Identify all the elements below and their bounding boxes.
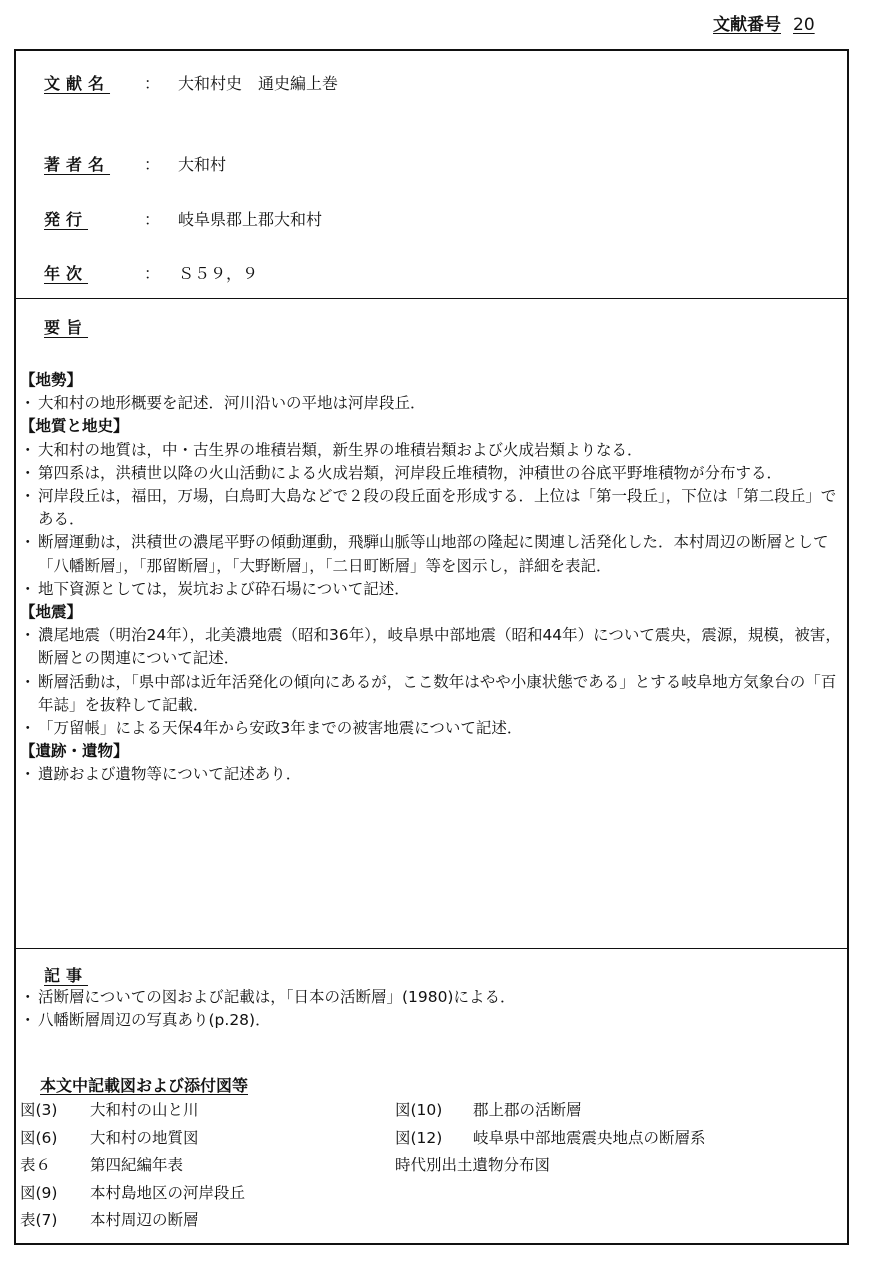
document-number-label: 文献番号 bbox=[713, 15, 781, 35]
field-publisher: 発行 ： 岐阜県郡上郡大和村 bbox=[44, 207, 322, 230]
list-item: ・ 断層運動は，洪積世の濃尾平野の傾動運動，飛騨山脈等山地部の隆起に関連し活発化した．本村周辺の断層として「八幡断層」，「那留断層」，「大野断層」，「二日町断層」等を図示し，詳細を表記． bbox=[20, 531, 843, 577]
list-item: ・ 活断層についての図および記載は，「日本の活断層」(1980)による． bbox=[20, 986, 843, 1009]
figure-item: 図(6) 大和村の地質図 bbox=[20, 1129, 199, 1147]
field-author-label: 著者名 bbox=[44, 155, 111, 174]
figure-item: 図(9) 本村島地区の河岸段丘 bbox=[20, 1184, 246, 1202]
summary-heading: 要旨 bbox=[44, 318, 89, 337]
field-author-value: 大和村 bbox=[178, 155, 227, 174]
list-item: ・ 第四系は，洪積世以降の火山活動による火成岩類，河岸段丘堆積物，沖積世の谷底平野堆積物が分布する． bbox=[20, 462, 843, 485]
figures-title: 本文中記載図および添付図等 bbox=[40, 1076, 249, 1095]
document-number-value: 20 bbox=[793, 15, 815, 35]
field-title: 文献名 ： 大和村史 通史編上巻 bbox=[44, 71, 338, 94]
field-year-label: 年次 bbox=[44, 264, 89, 283]
figure-item: 図(3) 大和村の山と川 bbox=[20, 1101, 199, 1119]
field-author: 著者名 ： 大和村 bbox=[44, 152, 226, 175]
section-title: 【地勢】 bbox=[20, 371, 83, 389]
articles-heading: 記事 bbox=[44, 966, 89, 985]
figure-item: 表６ 第四紀編年表 bbox=[20, 1156, 184, 1174]
articles-body bbox=[20, 986, 843, 1032]
list-item: ・ 遺跡および遺物等について記述あり． bbox=[20, 763, 843, 786]
field-title-value: 大和村史 通史編上巻 bbox=[178, 74, 339, 93]
list-item: ・ 濃尾地震（明治24年），北美濃地震（昭和36年），岐阜県中部地震（昭和44年）について震央，震源，規模，被害，断層との関連について記述． bbox=[20, 624, 843, 670]
divider bbox=[16, 298, 847, 299]
field-title-label: 文献名 bbox=[44, 74, 111, 93]
document-number bbox=[713, 10, 815, 35]
summary-body bbox=[20, 369, 843, 787]
section-title: 【地震】 bbox=[20, 603, 83, 622]
list-item: ・ 地下資源としては，炭坑および砕石場について記述． bbox=[20, 578, 843, 601]
document-frame bbox=[14, 49, 849, 1245]
list-item: ・ 大和村の地質は，中・古生界の堆積岩類，新生界の堆積岩類および火成岩類よりなる． bbox=[20, 439, 843, 462]
list-item: ・ 大和村の地形概要を記述．河川沿いの平地は河岸段丘． bbox=[20, 392, 843, 415]
figure-item: 図(12) 岐阜県中部地震震央地点の断層系 bbox=[395, 1129, 706, 1147]
field-year: 年次 ： Ｓ５９，９ bbox=[44, 261, 258, 284]
figure-item: 表(7) 本村周辺の断層 bbox=[20, 1211, 199, 1229]
list-item: ・ 「万留帳」による天保4年から安政3年までの被害地震について記述． bbox=[20, 717, 843, 740]
field-publisher-value: 岐阜県郡上郡大和村 bbox=[178, 210, 323, 229]
section-title: 【遺跡・遺物】 bbox=[20, 742, 129, 761]
field-publisher-label: 発行 bbox=[44, 210, 89, 229]
list-item: ・ 八幡断層周辺の写真あり(p.28)． bbox=[20, 1009, 843, 1032]
field-year-value: Ｓ５９，９ bbox=[178, 264, 259, 283]
divider bbox=[16, 948, 847, 949]
section-title: 【地質と地史】 bbox=[20, 417, 129, 436]
list-item: ・ 断層活動は，「県中部は近年活発化の傾向にあるが，ここ数年はやや小康状態である」とする岐阜地方気象台の「百年誌」を抜粋して記載． bbox=[20, 671, 843, 717]
list-item: ・ 河岸段丘は，福田，万場，白鳥町大島などで２段の段丘面を形成する．上位は「第一段丘」，下位は「第二段丘」である． bbox=[20, 485, 843, 531]
figure-item: 時代別出土遺物分布図 bbox=[395, 1156, 551, 1174]
figure-item: 図(10) 郡上郡の活断層 bbox=[395, 1101, 582, 1119]
